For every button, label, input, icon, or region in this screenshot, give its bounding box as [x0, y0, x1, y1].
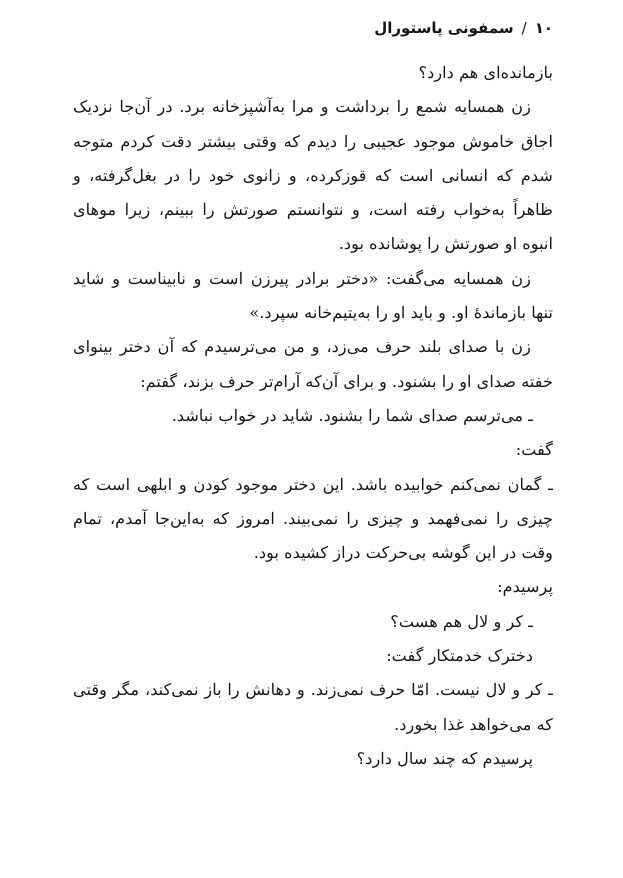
paragraph: زن همسایه شمع را برداشت و مرا به‌آشپزخانه برد. در آن‌جا نزدیک اجاق خاموش موجود عجیبی را دیدم که وقتی بیشتر دقت کردم متوجه شدم که انسانی است که قوزکرده، و زانوی خود را در بغل‌گرفته، و ظاهراً به‌خواب رفته است، و نتوانستم صورتش را ببینم، زیرا موهای انبوه او صورتش را پوشانده بود.	[73, 97, 553, 254]
dialogue-line: ـ می‌ترسم صدای شما را بشنود. شاید در خواب نباشد.	[171, 405, 533, 425]
header-separator: /	[521, 19, 527, 37]
dialogue-line: ـ کر و لال نیست. امّا حرف نمی‌زند. و دهانش را باز نمی‌کند، مگر وقتی که می‌خواهد غذا بخورد.	[73, 680, 553, 734]
paragraph: گفت:	[515, 440, 553, 460]
paragraph: زن همسایه می‌گفت: «دختر برادر پیرزن است و نابیناست و شاید تنها بازماندهٔ او. و باید او را به‌یتیم‌خانه سپرد.»	[73, 268, 553, 323]
paragraph: پرسیدم که چند سال دارد؟	[356, 748, 533, 768]
dialogue-line: ـ کر و لال هم هست؟	[390, 611, 533, 631]
body-text	[73, 56, 553, 776]
paragraph: بازمانده‌ای هم دارد؟	[418, 63, 553, 82]
dialogue-line: ـ گمان نمی‌کنم خوابیده باشد. این دختر موجود کودن و ابلهی است که چیزی را نمی‌فهمد و چیزی را نمی‌بیند. امروز که به‌این‌جا آمدم، تمام وقت در این گوشه بی‌حرکت دراز کشیده بود.	[73, 474, 553, 563]
running-title: سمفونی پاستورال	[374, 19, 514, 37]
paragraph: دخترک خدمتکار گفت:	[386, 646, 533, 666]
paragraph: پرسیدم:	[497, 577, 553, 597]
page-number: ۱۰	[534, 19, 553, 37]
running-header	[70, 14, 553, 42]
paragraph: زن با صدای بلند حرف می‌زد، و من می‌ترسیدم که آن دختر بینوای خفته صدای او را بشنود. و برای آن‌که آرام‌تر حرف بزند، گفتم:	[73, 337, 553, 391]
